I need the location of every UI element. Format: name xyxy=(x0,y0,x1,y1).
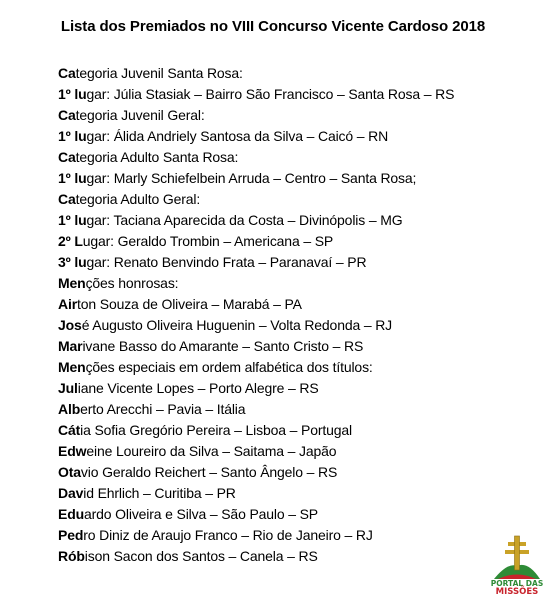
list-item xyxy=(58,315,454,336)
list-item-text: ardo Oliveira e Silva – São Paulo – SP xyxy=(84,506,318,522)
list-item-lead: Air xyxy=(58,296,77,312)
list-item xyxy=(58,525,454,546)
list-item-text: ugar: Geraldo Trombin – Americana – SP xyxy=(82,233,334,249)
list-item xyxy=(58,168,454,189)
list-item-lead: Ca xyxy=(58,107,76,123)
list-item-lead: 3º lu xyxy=(58,254,87,270)
list-item-text: gar: Álida Andriely Santosa da Silva – Caicó – RN xyxy=(86,128,389,144)
page-title: Lista dos Premiados no VIII Concurso Vicente Cardoso 2018 xyxy=(60,18,486,35)
list-item-text: tegoria Juvenil Santa Rosa: xyxy=(75,65,243,81)
list-item-text: ções honrosas: xyxy=(85,275,179,291)
list-item-lead: Ota xyxy=(58,464,81,480)
list-item-text: ison Sacon dos Santos – Canela – RS xyxy=(84,548,318,564)
list-item-lead: Men xyxy=(58,275,86,291)
logo-text-missoes: MISSÕES xyxy=(495,587,539,597)
list-item-lead: Jul xyxy=(58,380,78,396)
list-item-text: é Augusto Oliveira Huguenin – Volta Redonda – RJ xyxy=(81,317,393,333)
list-item xyxy=(58,252,454,273)
list-item xyxy=(58,84,454,105)
list-item-lead: Ca xyxy=(58,65,76,81)
portal-das-missoes-logo xyxy=(488,532,546,599)
list-item-text: vio Geraldo Reichert – Santo Ângelo – RS xyxy=(80,464,338,480)
list-item xyxy=(58,231,454,252)
list-item-text: tegoria Adulto Santa Rosa: xyxy=(75,149,239,165)
list-item xyxy=(58,126,454,147)
list-item xyxy=(58,336,454,357)
list-item-text: ton Souza de Oliveira – Marabá – PA xyxy=(77,296,302,312)
cross-icon xyxy=(488,532,546,580)
list-item-lead: Cát xyxy=(58,422,81,438)
list-item xyxy=(58,210,454,231)
list-item-text: eine Loureiro da Silva – Saitama – Japão xyxy=(86,443,337,459)
list-item-lead: 1º lu xyxy=(58,86,87,102)
list-item-lead: Jos xyxy=(58,317,82,333)
list-item-text: ções especiais em ordem alfabética dos títulos: xyxy=(85,359,373,375)
list-item-text: ivane Basso do Amarante – Santo Cristo – RS xyxy=(82,338,364,354)
list-item-lead: Mar xyxy=(58,338,83,354)
list-item-text: ro Diniz de Araujo Franco – Rio de Janeiro – RJ xyxy=(83,527,373,543)
list-item-lead: Rób xyxy=(58,548,85,564)
list-item xyxy=(58,294,454,315)
list-item xyxy=(58,483,454,504)
list-item xyxy=(58,399,454,420)
list-item-lead: 1º lu xyxy=(58,128,87,144)
list-item xyxy=(58,273,454,294)
list-item-lead: Men xyxy=(58,359,86,375)
logo-text-portal: PORTAL DAS xyxy=(490,579,544,588)
list-item-text: tegoria Juvenil Geral: xyxy=(75,107,205,123)
list-item-text: iane Vicente Lopes – Porto Alegre – RS xyxy=(77,380,319,396)
list-item-text: ia Sofia Gregório Pereira – Lisboa – Portugal xyxy=(80,422,352,438)
list-item-text: id Ehrlich – Curitiba – PR xyxy=(83,485,236,501)
list-item-text: gar: Júlia Stasiak – Bairro São Francisco – Santa Rosa – RS xyxy=(86,86,455,102)
list-item xyxy=(58,147,454,168)
list-item-lead: Dav xyxy=(58,485,84,501)
list-item-lead: Ca xyxy=(58,191,76,207)
list-item-text: gar: Taciana Aparecida da Costa – Divinópolis – MG xyxy=(86,212,403,228)
list-item-lead: Edu xyxy=(58,506,84,522)
list-item-lead: Edw xyxy=(58,443,87,459)
list-item-lead: 1º lu xyxy=(58,212,87,228)
list-item xyxy=(58,441,454,462)
list-item xyxy=(58,189,454,210)
list-item-lead: Ca xyxy=(58,149,76,165)
list-item-text: erto Arecchi – Pavia – Itália xyxy=(80,401,246,417)
winners-list xyxy=(58,63,454,567)
list-item-text: gar: Marly Schiefelbein Arruda – Centro – Santa Rosa; xyxy=(86,170,417,186)
list-item-lead: 2º L xyxy=(58,233,83,249)
list-item xyxy=(58,63,454,84)
list-item-lead: 1º lu xyxy=(58,170,87,186)
list-item xyxy=(58,357,454,378)
list-item xyxy=(58,546,454,567)
list-item xyxy=(58,462,454,483)
list-item-text: gar: Renato Benvindo Frata – Paranavaí – PR xyxy=(86,254,367,270)
list-item-text: tegoria Adulto Geral: xyxy=(75,191,201,207)
list-item xyxy=(58,378,454,399)
list-item xyxy=(58,105,454,126)
list-item xyxy=(58,504,454,525)
list-item-lead: Ped xyxy=(58,527,84,543)
list-item xyxy=(58,420,454,441)
list-item-lead: Alb xyxy=(58,401,81,417)
